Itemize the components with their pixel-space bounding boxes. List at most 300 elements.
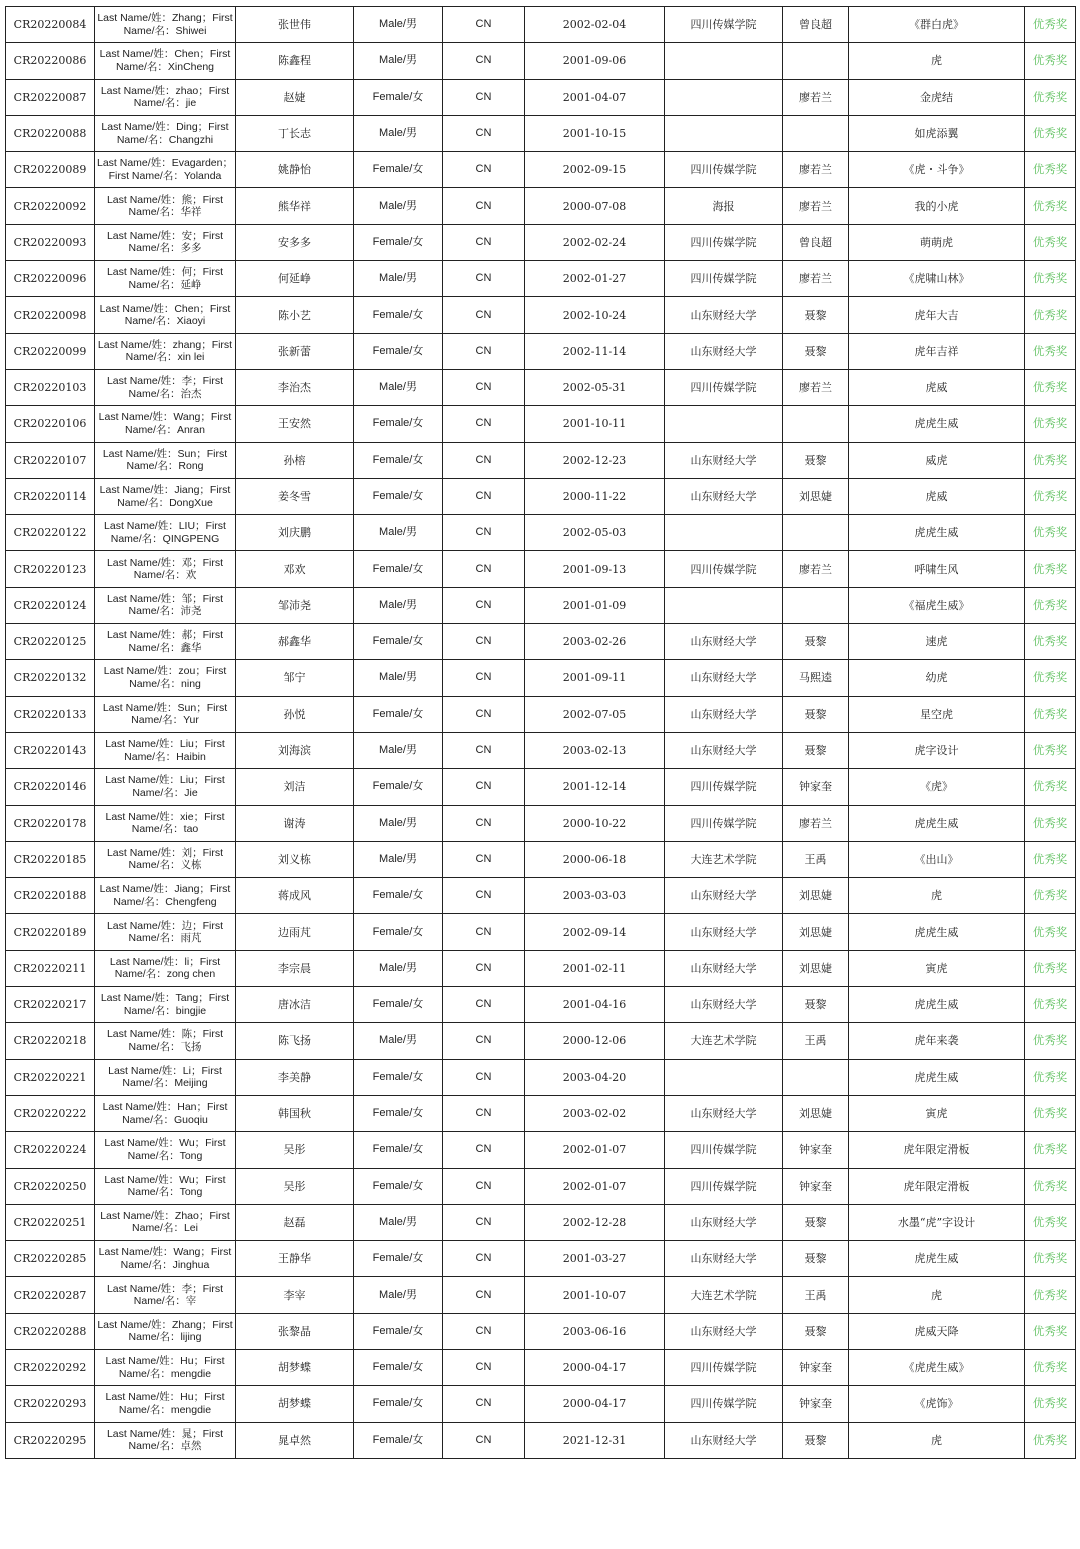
award-cell: 优秀奖 xyxy=(1025,805,1076,841)
english-name-cell: Last Name/姓：Wu；First Name/名：Tong xyxy=(95,1132,236,1168)
birth-date-cell: 2000-04-17 xyxy=(525,1349,665,1385)
entry-id-cell: CR20220222 xyxy=(6,1095,95,1131)
school-cell xyxy=(665,79,783,115)
work-title-cell: 寅虎 xyxy=(849,1095,1025,1131)
entry-id-cell: CR20220146 xyxy=(6,769,95,805)
school-cell: 山东财经大学 xyxy=(665,297,783,333)
advisor-cell: 王禹 xyxy=(783,1277,849,1313)
advisor-cell: 聂黎 xyxy=(783,1241,849,1277)
country-cell: CN xyxy=(443,1349,525,1385)
chinese-name-cell: 姚静怡 xyxy=(236,152,354,188)
english-name-cell: Last Name/姓：LIU；First Name/名：QINGPENG xyxy=(95,515,236,551)
award-cell: 优秀奖 xyxy=(1025,478,1076,514)
advisor-cell: 聂黎 xyxy=(783,732,849,768)
work-title-cell: 如虎添翼 xyxy=(849,115,1025,151)
gender-cell: Female/女 xyxy=(354,551,443,587)
gender-cell: Female/女 xyxy=(354,1095,443,1131)
table-row xyxy=(6,152,1076,188)
country-cell: CN xyxy=(443,442,525,478)
chinese-name-cell: 谢涛 xyxy=(236,805,354,841)
english-name-cell: Last Name/姓：晁；First Name/名：卓然 xyxy=(95,1422,236,1458)
entry-id-cell: CR20220217 xyxy=(6,987,95,1023)
chinese-name-cell: 李宰 xyxy=(236,1277,354,1313)
english-name-cell: Last Name/姓：Jiang；First Name/名：Chengfeng xyxy=(95,878,236,914)
birth-date-cell: 2001-09-13 xyxy=(525,551,665,587)
entry-id-cell: CR20220132 xyxy=(6,660,95,696)
country-cell: CN xyxy=(443,1204,525,1240)
work-title-cell: 虎虎生威 xyxy=(849,805,1025,841)
birth-date-cell: 2002-11-14 xyxy=(525,333,665,369)
english-name-cell: Last Name/姓：李；First Name/名：治杰 xyxy=(95,369,236,405)
birth-date-cell: 2000-04-17 xyxy=(525,1386,665,1422)
english-name-cell: Last Name/姓：Evagarden；First Name/名：Yolanda xyxy=(95,152,236,188)
entry-id-cell: CR20220092 xyxy=(6,188,95,224)
birth-date-cell: 2002-12-28 xyxy=(525,1204,665,1240)
table-row xyxy=(6,369,1076,405)
work-title-cell: 萌萌虎 xyxy=(849,224,1025,260)
school-cell: 山东财经大学 xyxy=(665,1422,783,1458)
chinese-name-cell: 吴彤 xyxy=(236,1132,354,1168)
entry-id-cell: CR20220086 xyxy=(6,43,95,79)
school-cell xyxy=(665,587,783,623)
birth-date-cell: 2000-11-22 xyxy=(525,478,665,514)
chinese-name-cell: 刘洁 xyxy=(236,769,354,805)
birth-date-cell: 2002-10-24 xyxy=(525,297,665,333)
school-cell: 四川传媒学院 xyxy=(665,1349,783,1385)
chinese-name-cell: 赵婕 xyxy=(236,79,354,115)
school-cell: 海报 xyxy=(665,188,783,224)
advisor-cell: 刘思婕 xyxy=(783,478,849,514)
english-name-cell: Last Name/姓：Wang；First Name/名：Anran xyxy=(95,406,236,442)
table-row xyxy=(6,769,1076,805)
birth-date-cell: 2021-12-31 xyxy=(525,1422,665,1458)
country-cell: CN xyxy=(443,1277,525,1313)
advisor-cell: 廖若兰 xyxy=(783,261,849,297)
school-cell: 山东财经大学 xyxy=(665,1241,783,1277)
advisor-cell: 钟家奎 xyxy=(783,1386,849,1422)
country-cell: CN xyxy=(443,950,525,986)
advisor-cell: 曾良超 xyxy=(783,224,849,260)
work-title-cell: 虎虎生威 xyxy=(849,914,1025,950)
birth-date-cell: 2002-05-31 xyxy=(525,369,665,405)
table-row xyxy=(6,624,1076,660)
work-title-cell: 《虎》 xyxy=(849,769,1025,805)
table-row xyxy=(6,696,1076,732)
award-cell: 优秀奖 xyxy=(1025,914,1076,950)
gender-cell: Male/男 xyxy=(354,587,443,623)
table-row xyxy=(6,1168,1076,1204)
country-cell: CN xyxy=(443,551,525,587)
work-title-cell: 虎年大吉 xyxy=(849,297,1025,333)
chinese-name-cell: 刘海滨 xyxy=(236,732,354,768)
entry-id-cell: CR20220107 xyxy=(6,442,95,478)
entry-id-cell: CR20220088 xyxy=(6,115,95,151)
chinese-name-cell: 熊华祥 xyxy=(236,188,354,224)
english-name-cell: Last Name/姓：Li；First Name/名：Meijing xyxy=(95,1059,236,1095)
award-cell: 优秀奖 xyxy=(1025,152,1076,188)
gender-cell: Female/女 xyxy=(354,224,443,260)
award-cell: 优秀奖 xyxy=(1025,7,1076,43)
table-row xyxy=(6,442,1076,478)
table-row xyxy=(6,841,1076,877)
advisor-cell: 聂黎 xyxy=(783,1313,849,1349)
chinese-name-cell: 胡梦蝶 xyxy=(236,1386,354,1422)
table-row xyxy=(6,188,1076,224)
gender-cell: Female/女 xyxy=(354,333,443,369)
award-cell: 优秀奖 xyxy=(1025,1241,1076,1277)
award-cell: 优秀奖 xyxy=(1025,188,1076,224)
english-name-cell: Last Name/姓：安；First Name/名：多多 xyxy=(95,224,236,260)
work-title-cell: 星空虎 xyxy=(849,696,1025,732)
award-cell: 优秀奖 xyxy=(1025,369,1076,405)
work-title-cell: 虎年限定滑板 xyxy=(849,1132,1025,1168)
table-row xyxy=(6,1095,1076,1131)
birth-date-cell: 2000-07-08 xyxy=(525,188,665,224)
chinese-name-cell: 张新蕾 xyxy=(236,333,354,369)
award-cell: 优秀奖 xyxy=(1025,515,1076,551)
english-name-cell: Last Name/姓：何；First Name/名：延峥 xyxy=(95,261,236,297)
advisor-cell: 廖若兰 xyxy=(783,369,849,405)
english-name-cell: Last Name/姓：Ding；First Name/名：Changzhi xyxy=(95,115,236,151)
advisor-cell: 王禹 xyxy=(783,1023,849,1059)
english-name-cell: Last Name/姓：Wu；First Name/名：Tong xyxy=(95,1168,236,1204)
award-cell: 优秀奖 xyxy=(1025,224,1076,260)
english-name-cell: Last Name/姓：Zhang；First Name/名：Shiwei xyxy=(95,7,236,43)
table-row xyxy=(6,515,1076,551)
award-cell: 优秀奖 xyxy=(1025,297,1076,333)
birth-date-cell: 2002-09-15 xyxy=(525,152,665,188)
work-title-cell: 虎 xyxy=(849,878,1025,914)
table-row xyxy=(6,878,1076,914)
gender-cell: Male/男 xyxy=(354,1023,443,1059)
school-cell: 四川传媒学院 xyxy=(665,769,783,805)
english-name-cell: Last Name/姓：陈；First Name/名：飞扬 xyxy=(95,1023,236,1059)
gender-cell: Male/男 xyxy=(354,805,443,841)
work-title-cell: 虎虎生威 xyxy=(849,1059,1025,1095)
award-cell: 优秀奖 xyxy=(1025,987,1076,1023)
entry-id-cell: CR20220211 xyxy=(6,950,95,986)
english-name-cell: Last Name/姓：li；First Name/名：zong chen xyxy=(95,950,236,986)
gender-cell: Male/男 xyxy=(354,950,443,986)
table-row xyxy=(6,805,1076,841)
advisor-cell: 廖若兰 xyxy=(783,152,849,188)
award-cell: 优秀奖 xyxy=(1025,624,1076,660)
award-cell: 优秀奖 xyxy=(1025,1204,1076,1240)
gender-cell: Female/女 xyxy=(354,1132,443,1168)
english-name-cell: Last Name/姓：xie；First Name/名：tao xyxy=(95,805,236,841)
birth-date-cell: 2001-01-09 xyxy=(525,587,665,623)
work-title-cell: 虎威 xyxy=(849,369,1025,405)
table-row xyxy=(6,660,1076,696)
advisor-cell: 刘思婕 xyxy=(783,914,849,950)
english-name-cell: Last Name/姓：Jiang；First Name/名：DongXue xyxy=(95,478,236,514)
award-cell: 优秀奖 xyxy=(1025,1023,1076,1059)
chinese-name-cell: 陈小艺 xyxy=(236,297,354,333)
advisor-cell: 马熙逵 xyxy=(783,660,849,696)
chinese-name-cell: 张世伟 xyxy=(236,7,354,43)
award-cell: 优秀奖 xyxy=(1025,1059,1076,1095)
gender-cell: Female/女 xyxy=(354,1059,443,1095)
work-title-cell: 虎年来袭 xyxy=(849,1023,1025,1059)
school-cell xyxy=(665,1059,783,1095)
gender-cell: Female/女 xyxy=(354,878,443,914)
table-row xyxy=(6,1349,1076,1385)
table-row xyxy=(6,914,1076,950)
entry-id-cell: CR20220189 xyxy=(6,914,95,950)
school-cell: 山东财经大学 xyxy=(665,1313,783,1349)
english-name-cell: Last Name/姓：边；First Name/名：雨芃 xyxy=(95,914,236,950)
chinese-name-cell: 胡梦蝶 xyxy=(236,1349,354,1385)
advisor-cell: 刘思婕 xyxy=(783,950,849,986)
table-row xyxy=(6,950,1076,986)
table-row xyxy=(6,1059,1076,1095)
birth-date-cell: 2003-03-03 xyxy=(525,878,665,914)
english-name-cell: Last Name/姓：Hu；First Name/名：mengdie xyxy=(95,1386,236,1422)
country-cell: CN xyxy=(443,406,525,442)
chinese-name-cell: 邹沛尧 xyxy=(236,587,354,623)
table-row xyxy=(6,1204,1076,1240)
table-row xyxy=(6,1023,1076,1059)
entry-id-cell: CR20220143 xyxy=(6,732,95,768)
country-cell: CN xyxy=(443,1132,525,1168)
award-cell: 优秀奖 xyxy=(1025,878,1076,914)
birth-date-cell: 2001-04-16 xyxy=(525,987,665,1023)
advisor-cell: 廖若兰 xyxy=(783,188,849,224)
gender-cell: Female/女 xyxy=(354,1386,443,1422)
gender-cell: Female/女 xyxy=(354,442,443,478)
school-cell: 四川传媒学院 xyxy=(665,369,783,405)
table-row xyxy=(6,1422,1076,1458)
chinese-name-cell: 邹宁 xyxy=(236,660,354,696)
chinese-name-cell: 邓欢 xyxy=(236,551,354,587)
advisor-cell: 钟家奎 xyxy=(783,1132,849,1168)
award-cell: 优秀奖 xyxy=(1025,442,1076,478)
country-cell: CN xyxy=(443,1095,525,1131)
english-name-cell: Last Name/姓：Zhao；First Name/名：Lei xyxy=(95,1204,236,1240)
entry-id-cell: CR20220122 xyxy=(6,515,95,551)
work-title-cell: 速虎 xyxy=(849,624,1025,660)
country-cell: CN xyxy=(443,7,525,43)
school-cell: 山东财经大学 xyxy=(665,878,783,914)
gender-cell: Female/女 xyxy=(354,914,443,950)
birth-date-cell: 2000-10-22 xyxy=(525,805,665,841)
school-cell: 山东财经大学 xyxy=(665,1095,783,1131)
award-cell: 优秀奖 xyxy=(1025,79,1076,115)
country-cell: CN xyxy=(443,878,525,914)
entry-id-cell: CR20220218 xyxy=(6,1023,95,1059)
chinese-name-cell: 李美静 xyxy=(236,1059,354,1095)
gender-cell: Male/男 xyxy=(354,7,443,43)
table-row xyxy=(6,333,1076,369)
country-cell: CN xyxy=(443,1168,525,1204)
award-cell: 优秀奖 xyxy=(1025,333,1076,369)
school-cell xyxy=(665,515,783,551)
english-name-cell: Last Name/姓：刘；First Name/名：义栋 xyxy=(95,841,236,877)
advisor-cell: 王禹 xyxy=(783,841,849,877)
english-name-cell: Last Name/姓：zhao；First Name/名：jie xyxy=(95,79,236,115)
gender-cell: Female/女 xyxy=(354,624,443,660)
award-cell: 优秀奖 xyxy=(1025,660,1076,696)
work-title-cell: 虎字设计 xyxy=(849,732,1025,768)
school-cell: 山东财经大学 xyxy=(665,914,783,950)
chinese-name-cell: 吴彤 xyxy=(236,1168,354,1204)
table-row xyxy=(6,1386,1076,1422)
table-row xyxy=(6,115,1076,151)
gender-cell: Male/男 xyxy=(354,43,443,79)
school-cell: 四川传媒学院 xyxy=(665,1132,783,1168)
birth-date-cell: 2003-04-20 xyxy=(525,1059,665,1095)
english-name-cell: Last Name/姓：Tang；First Name/名：bingjie xyxy=(95,987,236,1023)
chinese-name-cell: 刘庆鹏 xyxy=(236,515,354,551)
work-title-cell: 我的小虎 xyxy=(849,188,1025,224)
school-cell: 四川传媒学院 xyxy=(665,7,783,43)
gender-cell: Male/男 xyxy=(354,188,443,224)
gender-cell: Male/男 xyxy=(354,732,443,768)
country-cell: CN xyxy=(443,115,525,151)
advisor-cell: 廖若兰 xyxy=(783,79,849,115)
work-title-cell: 《群白虎》 xyxy=(849,7,1025,43)
country-cell: CN xyxy=(443,43,525,79)
school-cell: 山东财经大学 xyxy=(665,950,783,986)
english-name-cell: Last Name/姓：Han；First Name/名：Guoqiu xyxy=(95,1095,236,1131)
school-cell: 四川传媒学院 xyxy=(665,1168,783,1204)
work-title-cell: 《出山》 xyxy=(849,841,1025,877)
gender-cell: Female/女 xyxy=(354,1168,443,1204)
work-title-cell: 虎虎生威 xyxy=(849,987,1025,1023)
entry-id-cell: CR20220251 xyxy=(6,1204,95,1240)
work-title-cell: 《虎啸山林》 xyxy=(849,261,1025,297)
award-cell: 优秀奖 xyxy=(1025,587,1076,623)
entry-id-cell: CR20220224 xyxy=(6,1132,95,1168)
school-cell: 山东财经大学 xyxy=(665,987,783,1023)
gender-cell: Male/男 xyxy=(354,261,443,297)
school-cell: 山东财经大学 xyxy=(665,732,783,768)
country-cell: CN xyxy=(443,805,525,841)
english-name-cell: Last Name/姓：熊；First Name/名：华祥 xyxy=(95,188,236,224)
award-cell: 优秀奖 xyxy=(1025,261,1076,297)
school-cell: 四川传媒学院 xyxy=(665,224,783,260)
birth-date-cell: 2002-07-05 xyxy=(525,696,665,732)
english-name-cell: Last Name/姓：Zhang；First Name/名：lijing xyxy=(95,1313,236,1349)
english-name-cell: Last Name/姓：zou；First Name/名：ning xyxy=(95,660,236,696)
country-cell: CN xyxy=(443,188,525,224)
country-cell: CN xyxy=(443,1422,525,1458)
award-cell: 优秀奖 xyxy=(1025,1277,1076,1313)
school-cell: 大连艺术学院 xyxy=(665,841,783,877)
work-title-cell: 寅虎 xyxy=(849,950,1025,986)
advisor-cell xyxy=(783,1059,849,1095)
birth-date-cell: 2001-09-11 xyxy=(525,660,665,696)
entry-id-cell: CR20220099 xyxy=(6,333,95,369)
chinese-name-cell: 李治杰 xyxy=(236,369,354,405)
english-name-cell: Last Name/姓：邓；First Name/名：欢 xyxy=(95,551,236,587)
award-cell: 优秀奖 xyxy=(1025,406,1076,442)
birth-date-cell: 2002-01-07 xyxy=(525,1132,665,1168)
chinese-name-cell: 陈鑫程 xyxy=(236,43,354,79)
country-cell: CN xyxy=(443,696,525,732)
work-title-cell: 虎虎生威 xyxy=(849,515,1025,551)
gender-cell: Female/女 xyxy=(354,696,443,732)
entry-id-cell: CR20220250 xyxy=(6,1168,95,1204)
award-cell: 优秀奖 xyxy=(1025,769,1076,805)
school-cell: 大连艺术学院 xyxy=(665,1023,783,1059)
entry-id-cell: CR20220098 xyxy=(6,297,95,333)
birth-date-cell: 2002-02-04 xyxy=(525,7,665,43)
entry-id-cell: CR20220221 xyxy=(6,1059,95,1095)
gender-cell: Male/男 xyxy=(354,841,443,877)
birth-date-cell: 2001-03-27 xyxy=(525,1241,665,1277)
work-title-cell: 虎 xyxy=(849,1277,1025,1313)
birth-date-cell: 2003-02-02 xyxy=(525,1095,665,1131)
entry-id-cell: CR20220287 xyxy=(6,1277,95,1313)
school-cell: 大连艺术学院 xyxy=(665,1277,783,1313)
gender-cell: Male/男 xyxy=(354,1204,443,1240)
work-title-cell: 呼啸生风 xyxy=(849,551,1025,587)
birth-date-cell: 2001-02-11 xyxy=(525,950,665,986)
entry-id-cell: CR20220295 xyxy=(6,1422,95,1458)
advisor-cell: 廖若兰 xyxy=(783,551,849,587)
gender-cell: Female/女 xyxy=(354,1313,443,1349)
gender-cell: Female/女 xyxy=(354,769,443,805)
work-title-cell: 虎威 xyxy=(849,478,1025,514)
country-cell: CN xyxy=(443,1023,525,1059)
award-cell: 优秀奖 xyxy=(1025,1313,1076,1349)
school-cell: 山东财经大学 xyxy=(665,333,783,369)
table-row xyxy=(6,261,1076,297)
award-cell: 优秀奖 xyxy=(1025,43,1076,79)
school-cell: 山东财经大学 xyxy=(665,696,783,732)
school-cell xyxy=(665,115,783,151)
school-cell: 山东财经大学 xyxy=(665,660,783,696)
award-cell: 优秀奖 xyxy=(1025,732,1076,768)
table-row xyxy=(6,406,1076,442)
school-cell: 山东财经大学 xyxy=(665,478,783,514)
school-cell: 四川传媒学院 xyxy=(665,805,783,841)
birth-date-cell: 2000-06-18 xyxy=(525,841,665,877)
country-cell: CN xyxy=(443,841,525,877)
award-cell: 优秀奖 xyxy=(1025,841,1076,877)
birth-date-cell: 2001-04-07 xyxy=(525,79,665,115)
entry-id-cell: CR20220123 xyxy=(6,551,95,587)
chinese-name-cell: 孙榕 xyxy=(236,442,354,478)
country-cell: CN xyxy=(443,152,525,188)
award-cell: 优秀奖 xyxy=(1025,551,1076,587)
work-title-cell: 水墨“虎”字设计 xyxy=(849,1204,1025,1240)
entry-id-cell: CR20220133 xyxy=(6,696,95,732)
entry-id-cell: CR20220089 xyxy=(6,152,95,188)
gender-cell: Male/男 xyxy=(354,1277,443,1313)
gender-cell: Female/女 xyxy=(354,1349,443,1385)
entry-id-cell: CR20220093 xyxy=(6,224,95,260)
chinese-name-cell: 王静华 xyxy=(236,1241,354,1277)
gender-cell: Female/女 xyxy=(354,478,443,514)
english-name-cell: Last Name/姓：邹；First Name/名：沛尧 xyxy=(95,587,236,623)
advisor-cell: 曾良超 xyxy=(783,7,849,43)
gender-cell: Male/男 xyxy=(354,115,443,151)
birth-date-cell: 2001-10-15 xyxy=(525,115,665,151)
table-row xyxy=(6,297,1076,333)
work-title-cell: 《虎饰》 xyxy=(849,1386,1025,1422)
entry-id-cell: CR20220084 xyxy=(6,7,95,43)
gender-cell: Female/女 xyxy=(354,987,443,1023)
advisor-cell xyxy=(783,515,849,551)
advisor-cell: 廖若兰 xyxy=(783,805,849,841)
advisor-cell: 钟家奎 xyxy=(783,769,849,805)
work-title-cell: 虎虎生威 xyxy=(849,406,1025,442)
country-cell: CN xyxy=(443,1386,525,1422)
birth-date-cell: 2002-12-23 xyxy=(525,442,665,478)
country-cell: CN xyxy=(443,1241,525,1277)
